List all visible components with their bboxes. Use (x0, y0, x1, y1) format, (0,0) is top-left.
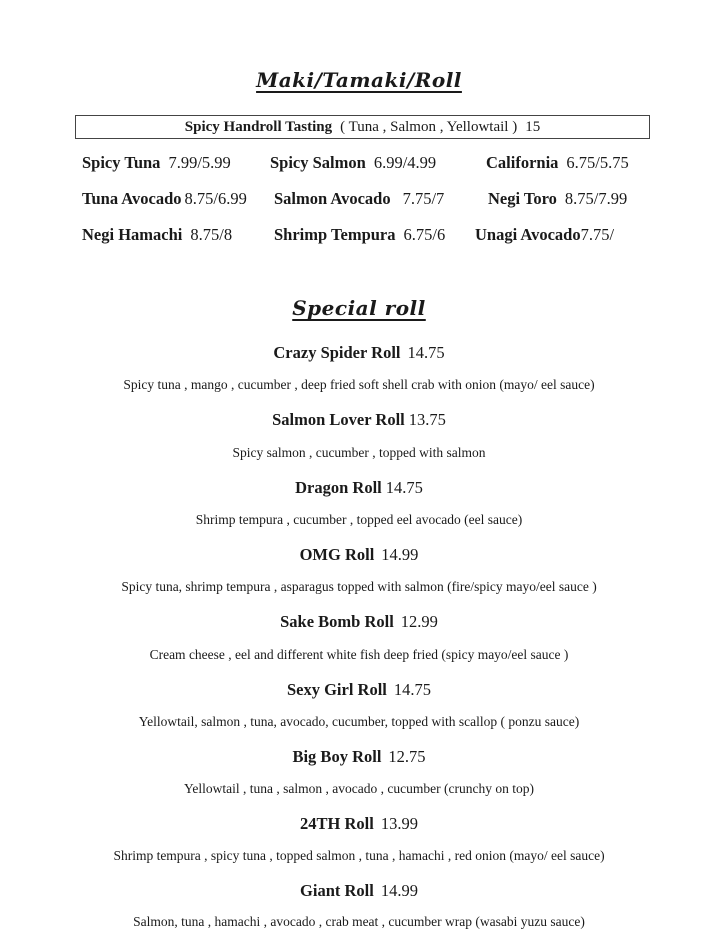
maki-item-price: 7.99/5.99 (168, 153, 231, 172)
roll-description: Spicy tuna, shrimp tempura , asparagus topped with salmon (fire/spicy mayo/eel sauce ) (121, 579, 597, 594)
roll-description: Yellowtail , tuna , salmon , avocado , cucumber (crunchy on top) (184, 781, 534, 796)
maki-item (82, 153, 231, 173)
maki-item-price: 6.75/6 (403, 225, 446, 244)
roll-name (0, 612, 718, 632)
tasting-box (75, 115, 650, 139)
roll-price: 13.99 (380, 814, 418, 833)
roll-description: Shrimp tempura , cucumber , topped eel avocado (eel sauce) (195, 512, 523, 527)
roll-name (0, 545, 718, 565)
roll-price: 14.75 (407, 343, 445, 362)
roll-name (0, 410, 718, 430)
maki-item-price: 8.75/6.99 (184, 189, 247, 208)
roll-name (0, 478, 718, 498)
maki-item-name: Shrimp Tempura (274, 225, 396, 244)
roll-name (0, 881, 718, 901)
roll-title: Salmon Lover Roll (272, 410, 405, 429)
roll-title: Crazy Spider Roll (273, 343, 401, 362)
tasting-detail: ( Tuna , Salmon , Yellowtail ) (340, 119, 518, 135)
maki-item (82, 189, 247, 209)
roll-description: Salmon, tuna , hamachi , avocado , crab meat , cucumber wrap (wasabi yuzu sauce) (133, 914, 585, 929)
maki-item-price: 8.75/8 (190, 225, 233, 244)
maki-item-price: 7.75/ (580, 225, 615, 244)
maki-item (274, 189, 444, 209)
roll-title: 24TH Roll (300, 814, 374, 833)
maki-item-name: Salmon Avocado (274, 189, 391, 208)
roll-title: Sake Bomb Roll (280, 612, 394, 631)
maki-section-title: Maki/Tamaki/Roll (256, 68, 462, 92)
maki-item-name: Unagi Avocado (475, 225, 581, 244)
maki-item-name: Negi Hamachi (82, 225, 183, 244)
maki-item-name: Spicy Salmon (270, 153, 366, 172)
maki-item-price: 6.99/4.99 (373, 153, 437, 172)
roll-title: Dragon Roll (295, 478, 382, 497)
roll-title: Big Boy Roll (292, 747, 382, 766)
maki-item (270, 153, 436, 173)
roll-description: Shrimp tempura , spicy tuna , topped salmon , tuna , hamachi , red onion (mayo/ eel sauce) (113, 848, 605, 863)
roll-description: Spicy salmon , cucumber , topped with salmon (232, 445, 486, 460)
maki-item (274, 225, 445, 245)
maki-item (486, 153, 629, 173)
maki-item-name: Spicy Tuna (82, 153, 161, 172)
roll-price: 14.99 (380, 881, 418, 900)
roll-description: Cream cheese , eel and different white fish deep fried (spicy mayo/eel sauce ) (149, 647, 569, 662)
maki-item-name: Negi Toro (488, 189, 557, 208)
maki-item (488, 189, 627, 209)
roll-price: 12.99 (400, 612, 438, 631)
tasting-name: Spicy Handroll Tasting (184, 119, 333, 135)
maki-item-name: Tuna Avocado (82, 189, 182, 208)
maki-item-price: 7.75/7 (402, 189, 445, 208)
roll-price: 14.75 (385, 478, 423, 497)
roll-name (0, 343, 718, 363)
roll-name (0, 814, 718, 834)
roll-description: Spicy tuna , mango , cucumber , deep fried soft shell crab with onion (mayo/ eel sauce) (123, 377, 595, 392)
roll-price: 13.75 (408, 410, 446, 429)
roll-title: Giant Roll (300, 881, 374, 900)
maki-item-price: 8.75/7.99 (564, 189, 628, 208)
roll-title: OMG Roll (299, 545, 375, 564)
roll-name (0, 680, 718, 700)
roll-price: 12.75 (388, 747, 426, 766)
special-section-title: Special roll (292, 296, 426, 320)
roll-description: Yellowtail, salmon , tuna, avocado, cucumber, topped with scallop ( ponzu sauce) (138, 714, 580, 729)
maki-item (475, 225, 614, 245)
roll-title: Sexy Girl Roll (286, 680, 387, 699)
maki-item-price: 6.75/5.75 (566, 153, 629, 172)
roll-price: 14.75 (393, 680, 432, 699)
maki-item-name: California (486, 153, 559, 172)
roll-price: 14.99 (381, 545, 419, 564)
maki-item (82, 225, 232, 245)
tasting-price: 15 (525, 119, 541, 135)
roll-name (0, 747, 718, 767)
